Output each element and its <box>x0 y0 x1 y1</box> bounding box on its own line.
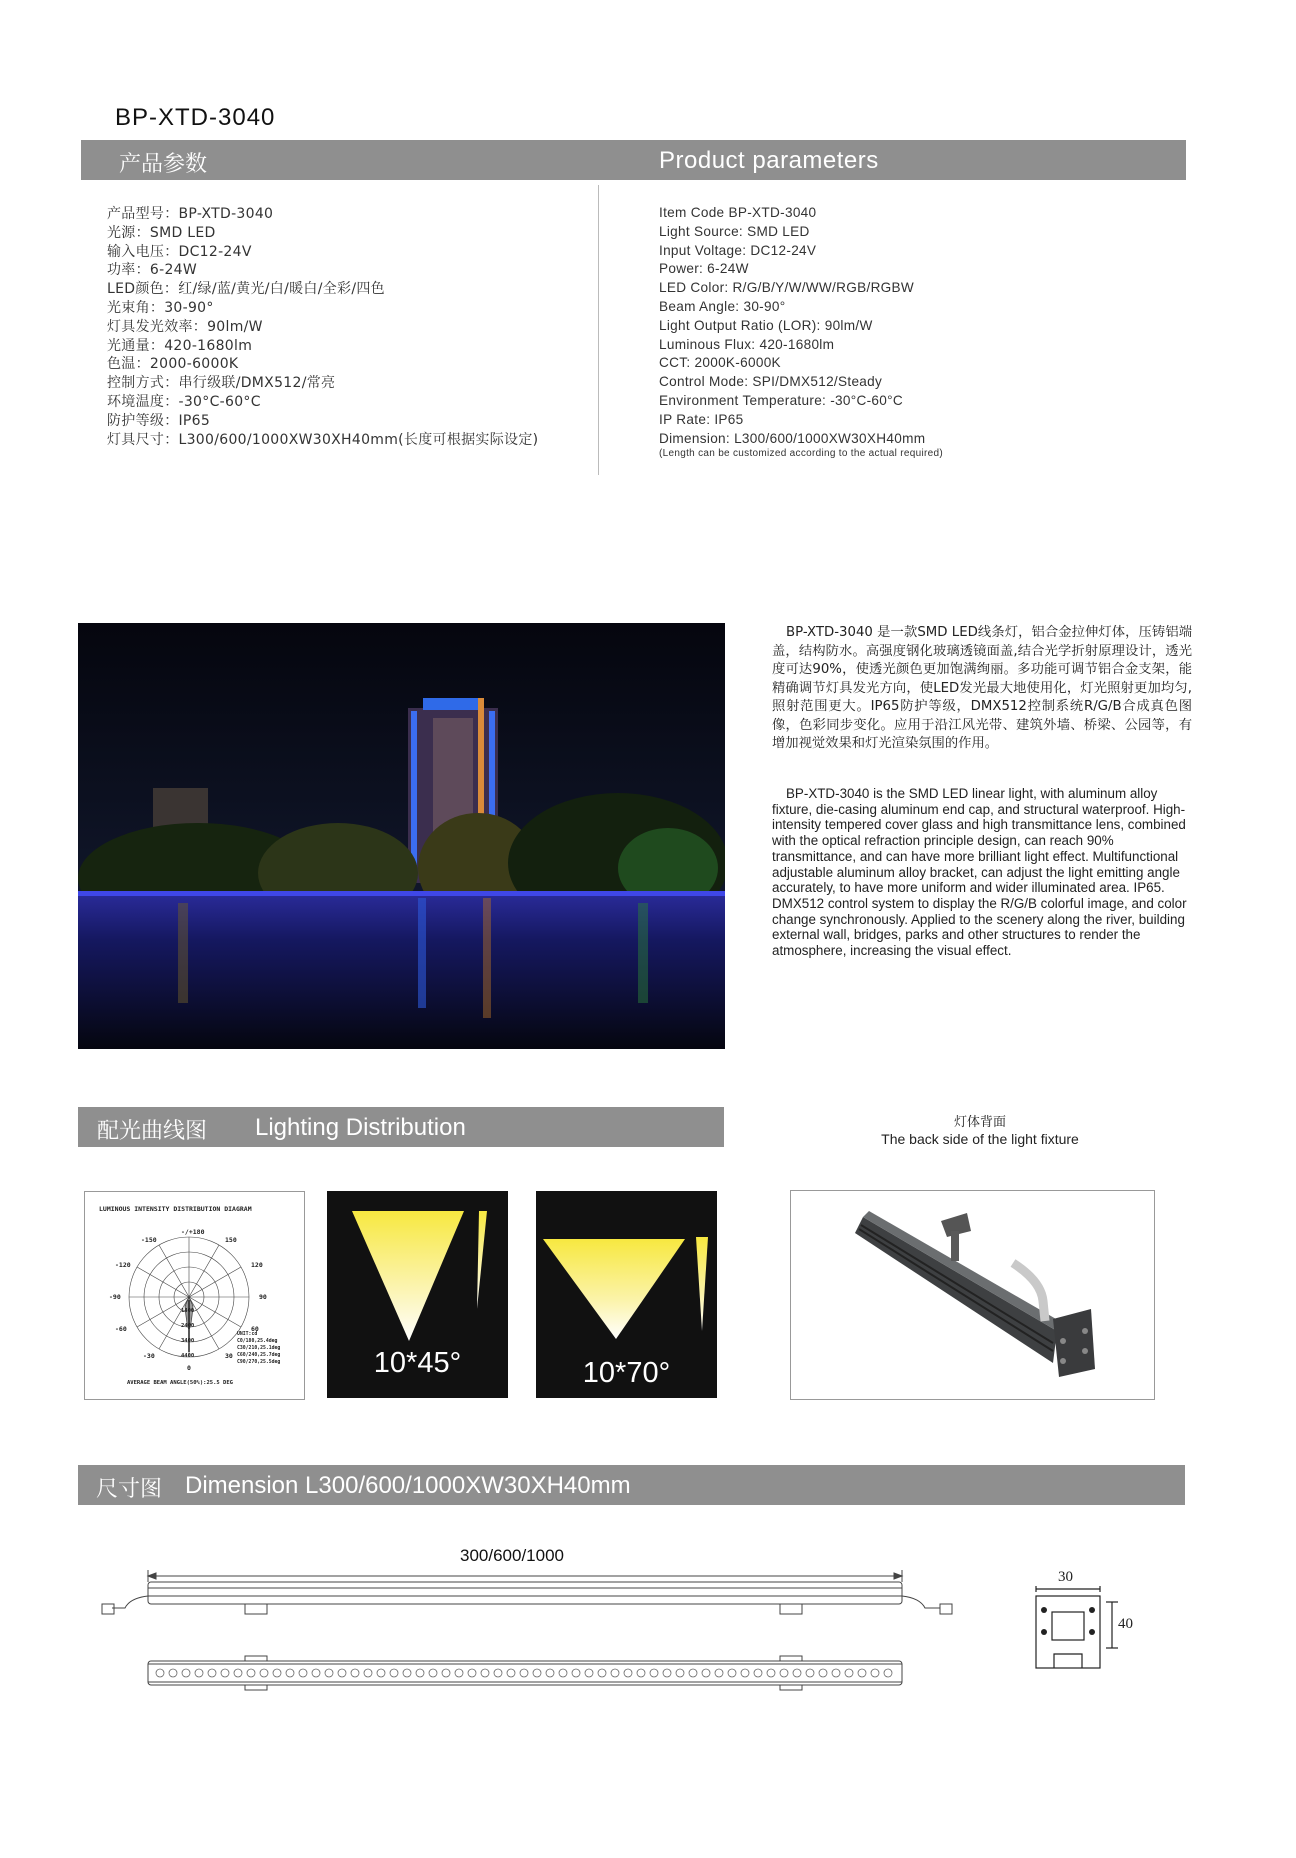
spec-zh-line: 光源：SMD LED <box>107 224 216 241</box>
beam-70-label: 10*70° <box>582 1357 671 1389</box>
polar-angle-top-right: 150 <box>225 1236 237 1244</box>
back-side-caption-zh: 灯体背面 <box>953 1115 1006 1130</box>
polar-footer: AVERAGE BEAM ANGLE(50%):25.5 DEG <box>127 1380 233 1386</box>
spec-en-line: LED Color: R/G/B/Y/W/WW/RGB/RGBW <box>659 280 915 296</box>
specs-en-list <box>659 204 943 460</box>
back-side-caption-en: The back side of the light fixture <box>881 1131 1079 1147</box>
polar-angle-right-1: 120 <box>251 1261 263 1269</box>
fixture-back-photo <box>790 1190 1155 1400</box>
spec-en-line: Item Code BP-XTD-3040 <box>659 205 817 220</box>
polar-title: LUMINOUS INTENSITY DISTRIBUTION DIAGRAM <box>99 1205 252 1213</box>
spec-en-line: Environment Temperature: -30°C-60°C <box>659 392 904 408</box>
spec-zh-line: 色温：2000-6000K <box>107 356 239 373</box>
cross-section-height: 40 <box>1118 1616 1133 1632</box>
specs-zh-list <box>107 205 538 449</box>
beam-45-diagram <box>327 1191 508 1398</box>
polar-angle-top-left: -150 <box>141 1236 157 1244</box>
spec-en-line: Luminous Flux: 420-1680lm <box>659 336 835 352</box>
spec-zh-line: 功率：6-24W <box>107 262 198 279</box>
polar-angle-left-4: -30 <box>143 1352 155 1360</box>
spec-en-line: Input Voltage: DC12-24V <box>659 242 817 258</box>
lighting-header-en: Lighting Distribution <box>255 1114 466 1141</box>
spec-zh-line: 光通量：420-1680lm <box>107 337 253 354</box>
spec-en-line: Power: 6-24W <box>659 261 749 277</box>
dimension-header-en: Dimension L300/600/1000XW30XH40mm <box>185 1472 631 1499</box>
spec-en-line: CCT: 2000K-6000K <box>659 355 781 371</box>
night-scene-photo <box>78 623 725 1049</box>
cross-section-drawing <box>1024 1569 1136 1672</box>
spec-zh-line: 产品型号：BP-XTD-3040 <box>107 206 274 222</box>
dimension-header-bar <box>78 1465 1185 1505</box>
spec-zh-line: 控制方式：串行级联/DMX512/常亮 <box>107 375 336 392</box>
params-header-bar <box>81 140 1186 180</box>
spec-zh-line: LED颜色：红/绿/蓝/黄光/白/暖白/全彩/四色 <box>107 281 385 298</box>
polar-angle-left-3: -60 <box>115 1325 127 1333</box>
spec-zh-line: 灯具尺寸：L300/600/1000XW30XH40mm(长度可根据实际设定) <box>107 431 539 448</box>
lighting-header-bar <box>78 1107 724 1147</box>
polar-ring-value: 3400 <box>181 1338 195 1344</box>
polar-ring-value: 4400 <box>181 1353 195 1359</box>
polar-legend-line: C0/180,25.4deg <box>237 1339 278 1344</box>
polar-legend-line: UNIT:cd <box>237 1332 258 1337</box>
dimension-drawing <box>100 1568 960 1700</box>
polar-angle-left-2: -90 <box>109 1293 121 1301</box>
led-dots <box>156 1669 892 1677</box>
spec-en-line: Light Output Ratio (LOR): 90lm/W <box>659 317 873 333</box>
polar-legend-line: C30/210,25.1deg <box>237 1346 281 1351</box>
spec-zh-line: 环境温度：-30°C-60°C <box>107 393 261 410</box>
spec-en-line: Light Source: SMD LED <box>659 223 810 239</box>
polar-angle-left-1: -120 <box>115 1261 131 1269</box>
polar-legend <box>237 1331 280 1366</box>
spec-en-line: Control Mode: SPI/DMX512/Steady <box>659 374 883 390</box>
polar-legend-line: C60/240,25.7deg <box>237 1353 281 1358</box>
model-title: BP-XTD-3040 <box>115 104 276 131</box>
params-header-en: Product parameters <box>659 147 879 174</box>
dimension-length-label: 300/600/1000 <box>460 1546 564 1565</box>
polar-angle-right-4: 30 <box>225 1352 233 1360</box>
polar-ring-value: 1400 <box>181 1308 195 1314</box>
beam-70-diagram <box>536 1191 717 1398</box>
spec-en-line: IP Rate: IP65 <box>659 411 744 427</box>
description-zh: BP-XTD-3040 是一款SMD LED线条灯，铝合金拉伸灯体，压铸铝端盖，结构防水。高强度钢化玻璃透镜面盖,结合光学折射原理设计，透光度可达90%，使透光颜色更加饱满绚丽。多功能可调节铝合金支架，能精确调节灯具发光方向，使LED发光最大地使用化，灯光照射更加均匀,照射范围更大。IP65防护等级，DMX512控制系统R/G/B合成真色图像，色彩同步变化。应用于沿江风光带、建筑外墙、桥梁、公园等，有增加视觉效果和灯光渲染氛围的作用。 <box>772 625 1192 751</box>
specs-divider <box>598 185 599 475</box>
params-header-zh: 产品参数 <box>119 152 208 177</box>
spec-zh-line: 输入电压：DC12-24V <box>107 243 252 260</box>
spec-en-line: Dimension: L300/600/1000XW30XH40mm <box>659 430 926 446</box>
spec-en-note: (Length can be customized according to the actual required) <box>659 448 943 460</box>
description-en: BP-XTD-3040 is the SMD LED linear light, with aluminum alloy fixture, die-casing aluminum end cap, and structural waterproof. High-intensity tempered cover glass and high transmittance lens, combined with the optical refraction principle design, can reach 90% transmittance, and can have more brilliant light effect. Multifunctional adjustable aluminum alloy bracket, can adjust the light emitting angle accurately, to have more uniform and wider illuminated area. IP65. DMX512 control system to display the R/G/B colorful image, and color change synchronously. Applied to the scenery along the river, building external wall, bridges, parks and other structures to render the atmosphere, increasing the visual effect. <box>772 786 1187 959</box>
polar-angle-right-3: 60 <box>251 1325 259 1333</box>
beam-45-label: 10*45° <box>373 1347 462 1379</box>
spec-zh-line: 防护等级：IP65 <box>107 412 211 429</box>
cross-section-width: 30 <box>1058 1569 1073 1585</box>
spec-zh-line: 光束角：30-90° <box>107 299 214 316</box>
polar-angle-bottom: 0 <box>187 1364 191 1372</box>
spec-en-line: Beam Angle: 30-90° <box>659 298 786 314</box>
polar-angle-top: -/+180 <box>181 1228 205 1236</box>
polar-ring-value: 2400 <box>181 1323 195 1329</box>
polar-diagram <box>84 1191 305 1400</box>
polar-angle-right-2: 90 <box>259 1293 267 1301</box>
spec-zh-line: 灯具发光效率：90lm/W <box>107 318 263 335</box>
dimension-header-zh: 尺寸图 <box>96 1477 163 1502</box>
polar-legend-line: C90/270,25.5deg <box>237 1360 281 1365</box>
lighting-header-zh: 配光曲线图 <box>97 1119 208 1144</box>
